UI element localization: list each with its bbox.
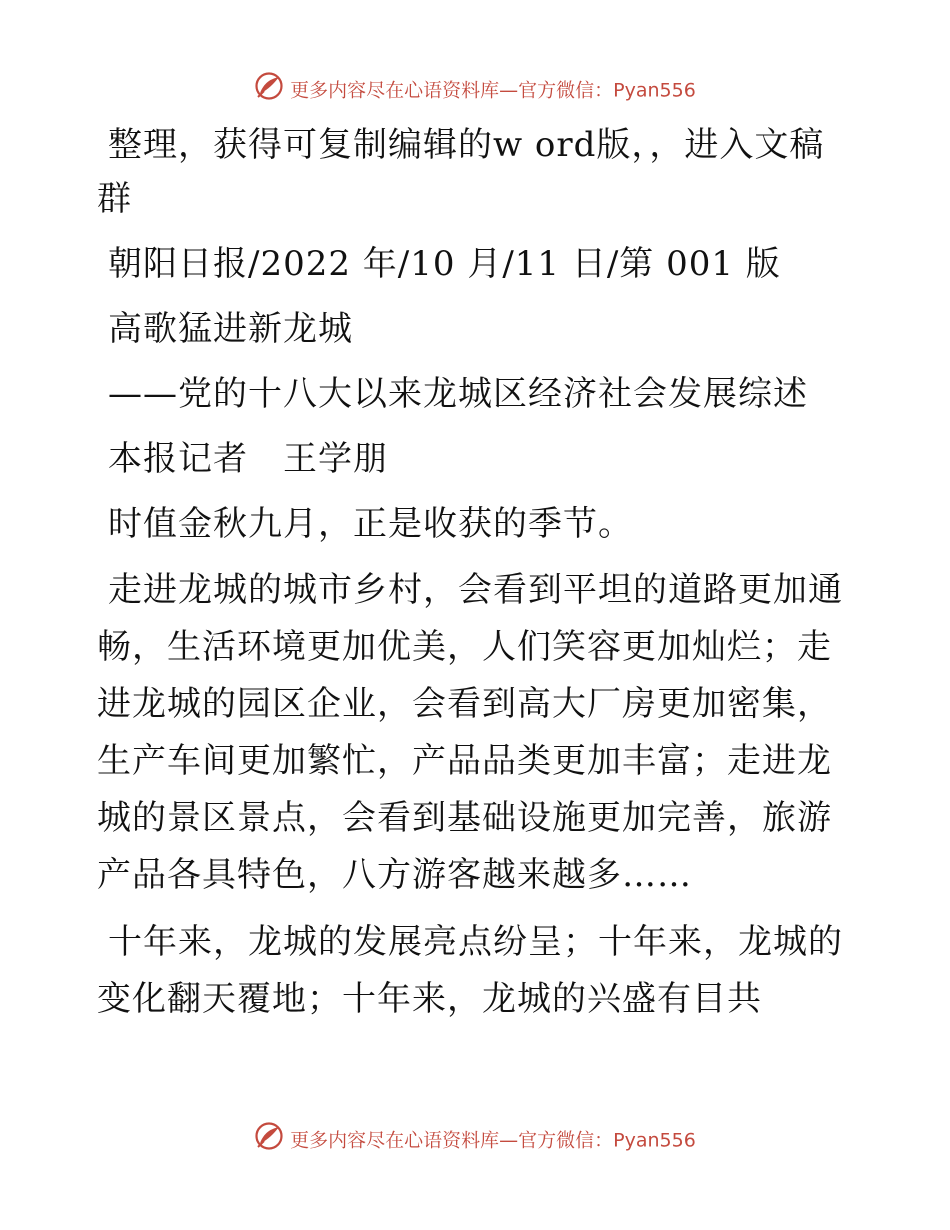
watermark-text: 更多内容尽在心语资料库—官方微信：Pyan556 [290, 1129, 696, 1152]
page-header-watermark [0, 74, 950, 104]
paragraph: 走进龙城的城市乡村，会看到平坦的道路更加通畅，生活环境更加优美，人们笑容更加灿烂；走进龙城的园区企业，会看到高大厂房更加密集，生产车间更加繁忙，产品品类更加丰富；走进龙城的景区景点，会看到基础设施更加完善，旅游产品各具特色，八方游客越来越多…… [97, 570, 843, 895]
pen-logo-icon [254, 71, 284, 101]
page-footer-watermark [0, 1124, 950, 1154]
pen-logo-icon [254, 1121, 284, 1151]
headline: 高歌猛进新龙城 [108, 309, 353, 349]
watermark-text: 更多内容尽在心语资料库—官方微信：Pyan556 [290, 79, 696, 102]
intro-text: 整理，获得可复制编辑的w ord版，，进入文稿群 [97, 125, 825, 219]
paragraph: 时值金秋九月，正是收获的季节。 [108, 504, 633, 544]
subheadline: ——党的十八大以来龙城区经济社会发展综述 [108, 374, 808, 414]
dateline: 朝阳日报/2022 年/10 月/11 日/第 001 版 [108, 244, 781, 284]
paragraph: 十年来，龙城的发展亮点纷呈；十年来，龙城的变化翻天覆地；十年来，龙城的兴盛有目共 [97, 922, 843, 1019]
byline: 本报记者 王学朋 [108, 439, 388, 479]
document-body [97, 118, 857, 1038]
